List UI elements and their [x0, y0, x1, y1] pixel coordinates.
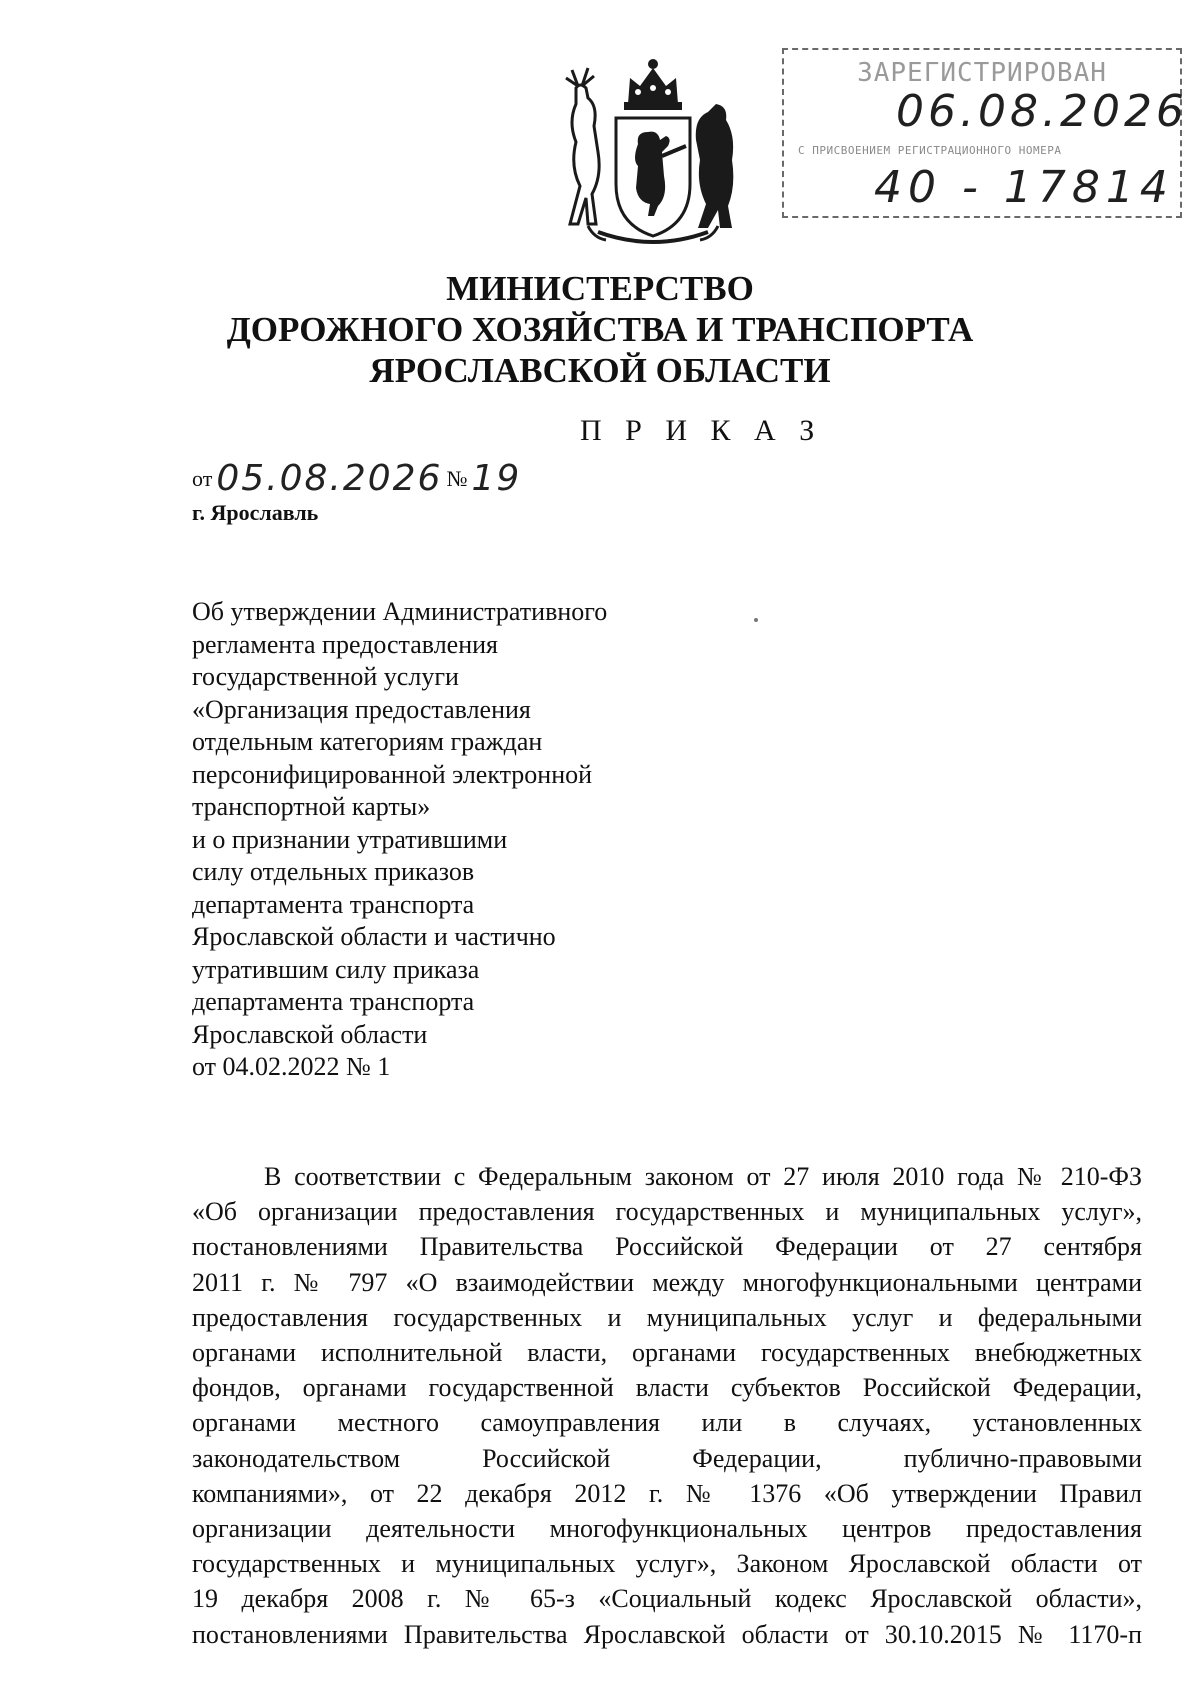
body-line: фондов, органами государственной власти субъектов Российской Федерации,: [192, 1373, 1142, 1403]
subject-line: и о признании утратившими: [192, 824, 508, 854]
order-subject: [192, 596, 607, 1084]
order-number-handwritten: 19: [471, 458, 522, 499]
ministry-line: ЯРОСЛАВСКОЙ ОБЛАСТИ: [369, 351, 831, 390]
subject-line: от 04.02.2022 № 1: [192, 1052, 391, 1081]
number-label: №: [446, 466, 468, 491]
ministry-line: ДОРОЖНОГО ХОЗЯЙСТВА И ТРАНСПОРТА: [226, 310, 974, 349]
subject-line: «Организация предоставления: [192, 694, 531, 724]
subject-line: отдельным категориям граждан: [192, 727, 543, 756]
stamp-title: ЗАРЕГИСТРИРОВАН: [857, 58, 1107, 88]
stamp-number-handwritten: 40 - 17814: [874, 162, 1174, 213]
body-line: государственных и муниципальных услуг», Законом Ярославской области от: [192, 1549, 1142, 1579]
body-line: органами местного самоуправления или в случаях, установленных: [192, 1408, 1142, 1438]
body-line: организации деятельности многофункциональных центров предоставления: [192, 1514, 1142, 1544]
body-line: 19 декабря 2008 г. № 65-з «Социальный кодекс Ярославской области»,: [192, 1584, 1142, 1614]
registration-stamp: [782, 48, 1188, 218]
subject-line: департамента транспорта: [192, 987, 475, 1016]
subject-line: государственной услуги: [192, 662, 459, 691]
body-line: В соответствии с Федеральным законом от 27 июля 2010 года № 210-ФЗ: [264, 1162, 1142, 1191]
subject-line: силу отдельных приказов: [192, 857, 475, 886]
ministry-line: МИНИСТЕРСТВО: [446, 269, 754, 308]
body-line: законодательством Российской Федерации, публично-правовыми: [192, 1443, 1142, 1473]
subject-line: транспортной карты»: [192, 792, 431, 821]
subject-line: департамента транспорта: [192, 889, 475, 919]
ministry-title: [0, 268, 1200, 391]
body-line: органами исполнительной власти, органами государственных внебюджетных: [192, 1338, 1142, 1368]
body-paragraph: [192, 1159, 1142, 1652]
from-label: от: [192, 466, 213, 491]
document-type-heading: П Р И К А З: [580, 414, 823, 447]
order-date-handwritten: 05.08.2026: [216, 458, 443, 499]
subject-line: Ярославской области и частично: [192, 922, 556, 951]
body-line: «Об организации предоставления государственных и муниципальных услуг»,: [192, 1197, 1142, 1227]
city-name: г. Ярославль: [192, 500, 319, 525]
subject-line: утратившим силу приказа: [192, 954, 480, 984]
subject-line: персонифицированной электронной: [192, 759, 593, 789]
subject-line: Ярославской области: [192, 1019, 428, 1049]
subject-line: регламента предоставления: [192, 629, 499, 659]
subject-line: Об утверждении Административного: [192, 597, 608, 626]
body-line: постановлениями Правительства Ярославской области от 30.10.2015 № 1170-п: [192, 1619, 1142, 1649]
stamp-date-handwritten: 06.08.2026: [896, 86, 1188, 137]
body-line: предоставления государственных и муниципальных услуг и федеральными: [192, 1302, 1142, 1332]
stamp-subtitle: С ПРИСВОЕНИЕМ РЕГИСТРАЦИОННОГО НОМЕРА: [798, 144, 1062, 157]
scan-speck: [754, 618, 758, 622]
coat-of-arms-emblem: [558, 56, 748, 250]
body-line: 2011 г. № 797 «О взаимодействии между многофункциональными центрами: [192, 1267, 1142, 1297]
body-line: постановлениями Правительства Российской Федерации от 27 сентября: [192, 1232, 1142, 1262]
body-line: компаниями», от 22 декабря 2012 г. № 1376 «Об утверждении Правил: [192, 1478, 1142, 1508]
